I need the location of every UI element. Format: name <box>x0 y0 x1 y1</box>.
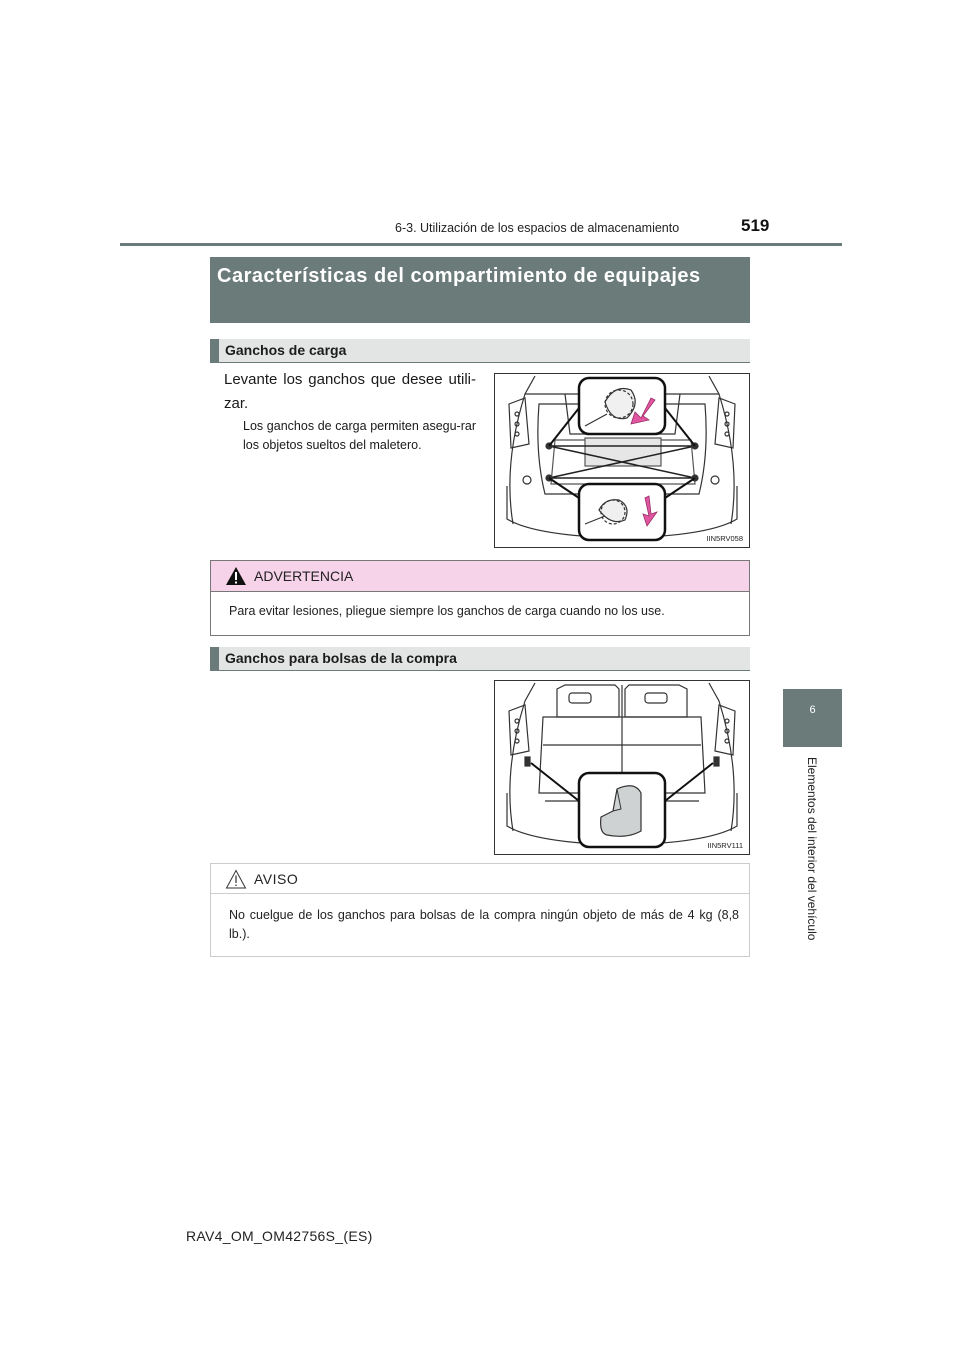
warning-header <box>211 561 749 592</box>
warning-label: ADVERTENCIA <box>254 568 354 584</box>
subheading-shopping-hooks-text: Ganchos para bolsas de la compra <box>225 650 457 666</box>
figure-cargo-hooks-code: IIN5RV058 <box>706 534 743 543</box>
shopping-hooks-illustration <box>495 681 749 854</box>
subheading-cargo-hooks <box>210 339 750 363</box>
chapter-side-label-text: Elementos del interior del vehículo <box>805 757 819 941</box>
figure-shopping-hooks-code: IIN5RV111 <box>707 841 743 850</box>
chapter-tab-number: 6 <box>809 704 816 716</box>
cargo-hooks-illustration <box>495 374 749 547</box>
chapter-tab <box>783 689 842 747</box>
section-title-box <box>210 257 750 323</box>
warning-box <box>210 560 750 636</box>
notice-header <box>211 864 749 894</box>
warning-text: Para evitar lesiones, pliegue siempre los ganchos de carga cuando no los use. <box>229 604 665 618</box>
notice-box <box>210 863 750 957</box>
footer-document-code: RAV4_OM_OM42756S_(ES) <box>186 1228 373 1244</box>
subheading-cargo-hooks-text: Ganchos de carga <box>225 342 347 358</box>
header-rule <box>120 243 842 246</box>
warning-triangle-icon <box>225 566 247 586</box>
section-title: Características del compartimiento de equipajes <box>217 265 701 287</box>
note-text: Los ganchos de carga permiten asegu-rar los objetos sueltos del maletero. <box>243 419 476 452</box>
notice-label: AVISO <box>254 871 299 887</box>
figure-shopping-hooks <box>494 680 750 855</box>
chapter-side-label <box>801 757 821 957</box>
notice-text: No cuelgue de los ganchos para bolsas de la compra ningún objeto de más de 4 kg (8,8 lb.). <box>229 908 739 941</box>
header-section-title: 6-3. Utilización de los espacios de almacenamiento <box>395 221 680 235</box>
figure-cargo-hooks <box>494 373 750 548</box>
subheading-shopping-hooks <box>210 647 750 671</box>
caution-triangle-icon <box>225 869 247 889</box>
page-number: 519 <box>741 216 770 235</box>
instruction-text: Levante los ganchos que desee utili-zar. <box>224 371 476 412</box>
